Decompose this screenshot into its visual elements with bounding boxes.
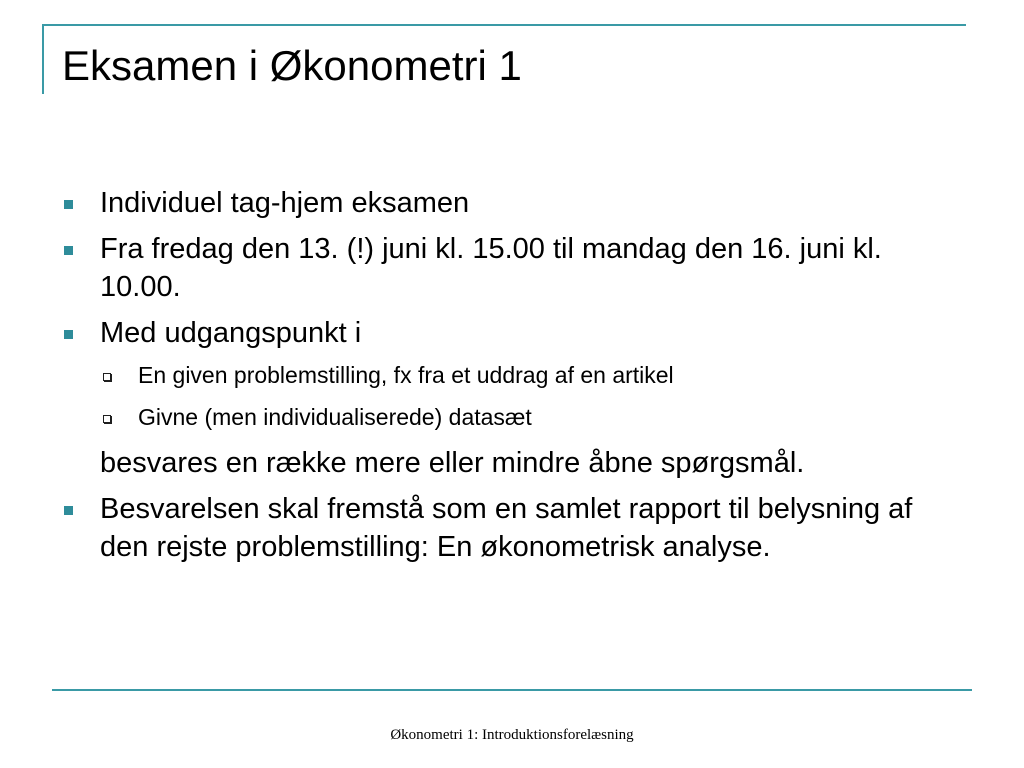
- square-bullet-icon: [64, 506, 73, 515]
- bullet-text: Fra fredag den 13. (!) juni kl. 15.00 til mandag den 16. juni kl. 10.00.: [100, 233, 882, 303]
- sub-bullet-text: En given problemstilling, fx fra et uddrag af en artikel: [138, 362, 674, 388]
- hollow-square-bullet-icon: [103, 415, 111, 423]
- sub-bullet-text: Givne (men individualiserede) datasæt: [138, 404, 532, 430]
- title-accent-top-rule: [42, 24, 966, 26]
- bullet-text: Individuel tag-hjem eksamen: [100, 187, 470, 219]
- slide-body: [62, 184, 962, 574]
- bullet-item: [62, 184, 962, 222]
- square-bullet-icon: [64, 330, 73, 339]
- footer-divider: [52, 689, 972, 691]
- footer-text: Økonometri 1: Introduktionsforelæsning: [390, 727, 634, 743]
- square-bullet-icon: [64, 200, 73, 209]
- continuation-text: besvares en række mere eller mindre åbne spørgsmål.: [100, 447, 805, 479]
- bullet-text: Med udgangspunkt i: [100, 317, 362, 349]
- square-bullet-icon: [64, 246, 73, 255]
- title-accent-vertical-rule: [42, 24, 44, 94]
- slide-title: Eksamen i Økonometri 1: [62, 42, 522, 89]
- bullet-item: [62, 314, 962, 352]
- hollow-square-bullet-icon: [103, 373, 111, 381]
- bullet-item: [62, 490, 962, 566]
- bullet-text: Besvarelsen skal fremstå som en samlet rapport til belysning af den rejste problemstilling: En økonometrisk analyse.: [100, 493, 913, 563]
- sub-bullet-item: [62, 360, 962, 390]
- sub-bullet-item: [62, 402, 962, 432]
- bullet-item: [62, 230, 962, 306]
